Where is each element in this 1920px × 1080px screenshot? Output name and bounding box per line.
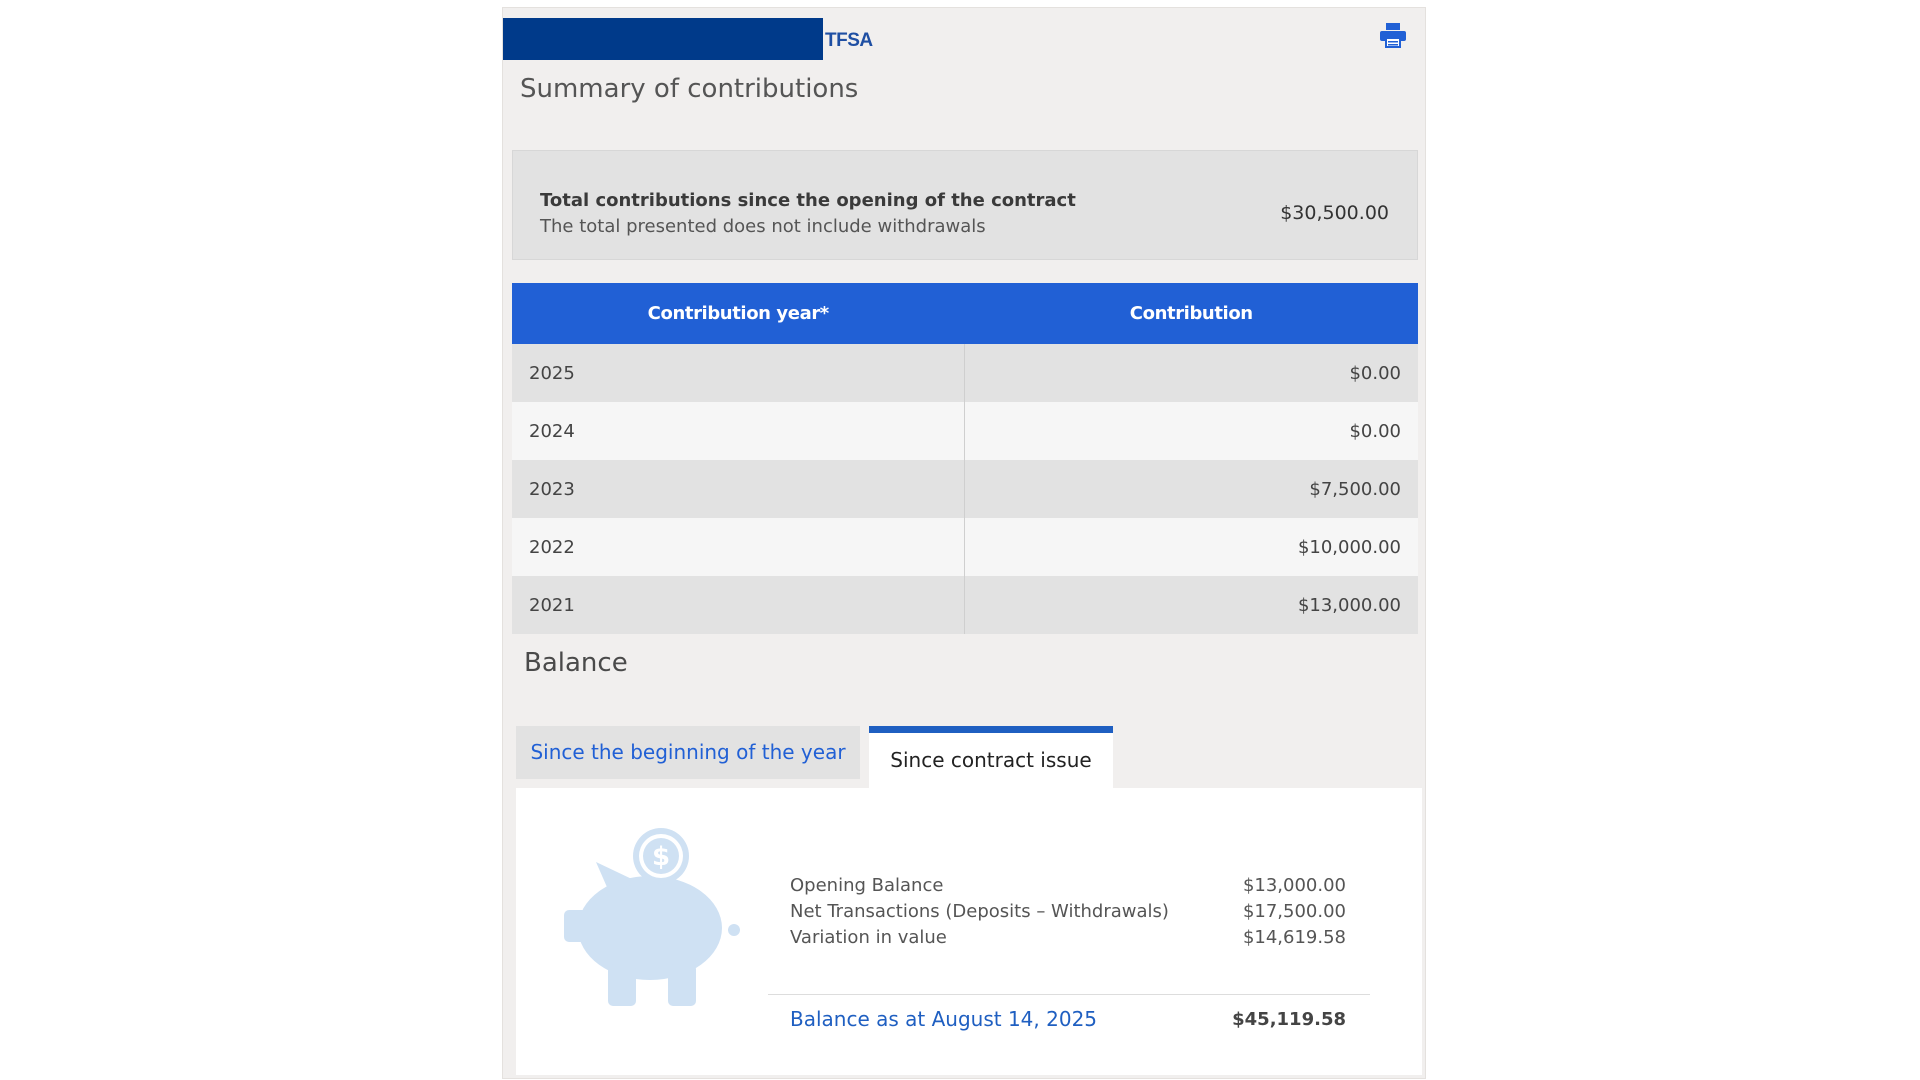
balance-line-label: Opening Balance: [790, 875, 944, 896]
account-type-label: TFSA: [825, 30, 873, 51]
table-row: [512, 344, 1418, 402]
balance-line-label: Variation in value: [790, 927, 947, 948]
contributions-table: [512, 283, 1418, 634]
total-contributions-note: The total presented does not include withdrawals: [540, 216, 986, 237]
year-cell: 2024: [512, 402, 965, 460]
final-balance-label: Balance as at August 14, 2025: [790, 1007, 1098, 1031]
page-title: Summary of contributions: [520, 74, 859, 104]
tfsa-panel: [502, 7, 1426, 1079]
contribution-cell: $10,000.00: [965, 518, 1419, 576]
table-header-row: [512, 283, 1418, 344]
year-cell: 2023: [512, 460, 965, 518]
svg-text:$: $: [651, 842, 671, 872]
column-header-contribution: Contribution: [965, 283, 1419, 344]
balance-line-value: $13,000.00: [1242, 875, 1346, 896]
contribution-cell: $13,000.00: [965, 576, 1419, 634]
table-row: [512, 460, 1418, 518]
total-contributions-amount: $30,500.00: [1280, 202, 1389, 224]
table-row: [512, 576, 1418, 634]
redacted-account-name: [503, 18, 823, 60]
column-header-year: Contribution year*: [512, 283, 965, 344]
year-cell: 2022: [512, 518, 965, 576]
contribution-cell: $0.00: [965, 402, 1419, 460]
balance-line-value: $17,500.00: [1242, 901, 1346, 922]
table-row: [512, 402, 1418, 460]
balance-divider: [768, 994, 1370, 995]
balance-lines-values: [1243, 873, 1346, 951]
balance-section-title: Balance: [524, 648, 628, 678]
tab-since-beginning-of-year[interactable]: Since the beginning of the year: [516, 726, 860, 779]
balance-line-value: $14,619.58: [1242, 927, 1346, 948]
contribution-cell: $7,500.00: [965, 460, 1419, 518]
balance-line-label: Net Transactions (Deposits – Withdrawals): [790, 901, 1169, 922]
year-cell: 2025: [512, 344, 965, 402]
year-cell: 2021: [512, 576, 965, 634]
balance-card: [516, 788, 1422, 1075]
total-contributions-title: Total contributions since the opening of the contract: [540, 190, 1076, 211]
total-contributions-card: [512, 150, 1418, 260]
piggy-bank-icon: [564, 828, 740, 1006]
print-icon[interactable]: [1379, 22, 1407, 48]
table-row: [512, 518, 1418, 576]
balance-lines-labels: [790, 873, 1169, 951]
final-balance-value: $45,119.58: [1232, 1009, 1346, 1030]
tab-since-contract-issue[interactable]: Since contract issue: [869, 726, 1113, 788]
contribution-cell: $0.00: [965, 344, 1419, 402]
